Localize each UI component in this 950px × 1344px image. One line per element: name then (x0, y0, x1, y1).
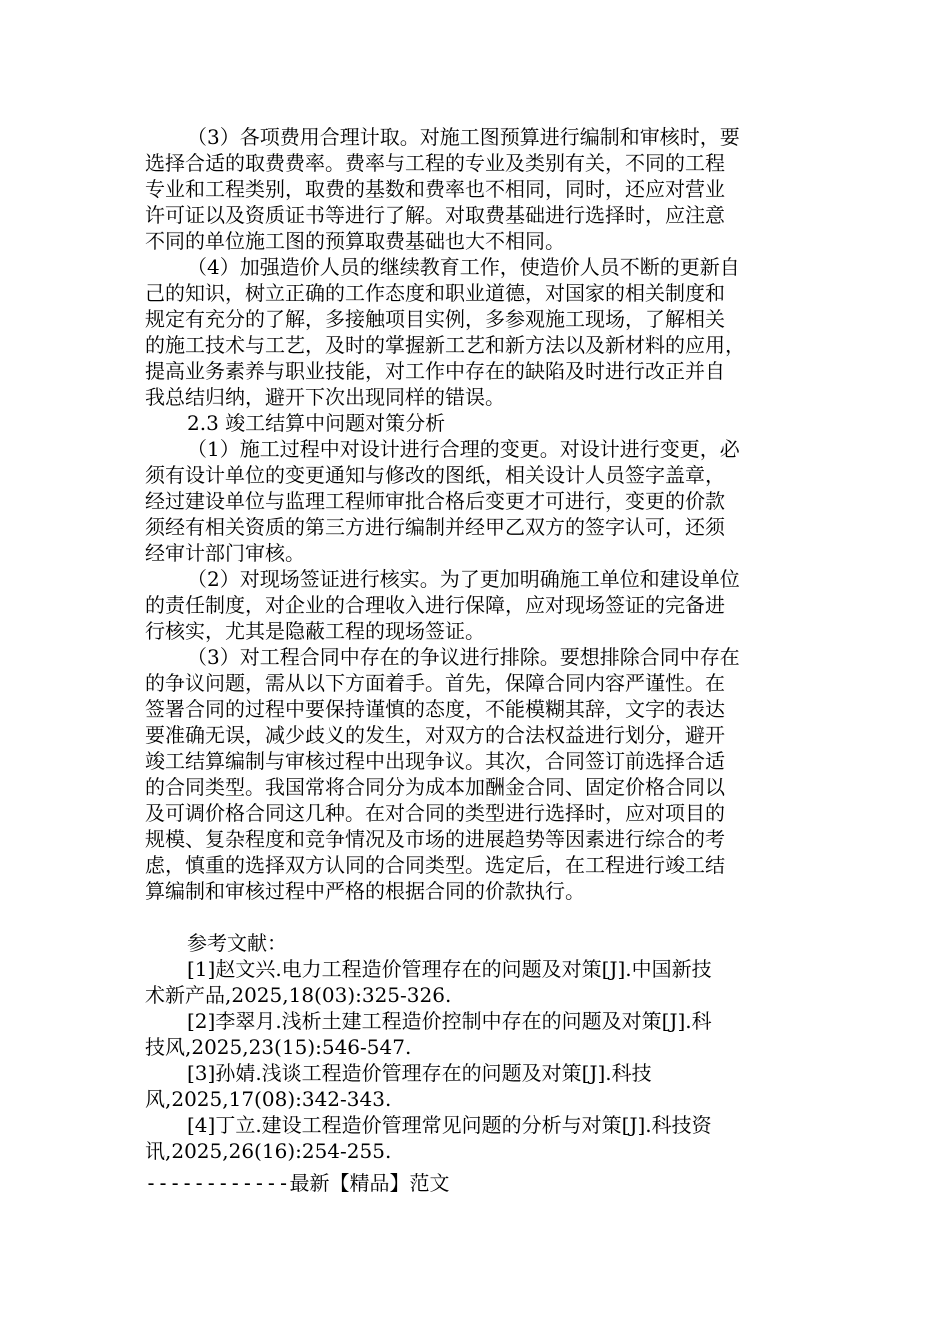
body-line: 要准确无误，减少歧义的发生，对双方的合法权益进行划分，避开 (145, 723, 725, 747)
body-line: （2）对现场签证进行核实。为了更加明确施工单位和建设单位 (187, 567, 740, 591)
body-line: 经审计部门审核。 (145, 541, 305, 565)
body-line: 提高业务素养与职业技能，对工作中存在的缺陷及时进行改正并自 (145, 359, 725, 383)
body-line: （3）对工程合同中存在的争议进行排除。要想排除合同中存在 (187, 645, 740, 669)
section-heading: 2.3 竣工结算中问题对策分析 (187, 411, 446, 435)
body-line: 选择合适的取费费率。费率与工程的专业及类别有关，不同的工程 (145, 151, 725, 175)
body-line: 专业和工程类别，取费的基数和费率也不相同，同时，还应对营业 (145, 177, 725, 201)
body-line: 规定有充分的了解，多接触项目实例，多参观施工现场，了解相关 (145, 307, 725, 331)
body-line: 经过建设单位与监理工程师审批合格后变更才可进行，变更的价款 (145, 489, 725, 513)
reference-line: [2]李翠月.浅析土建工程造价控制中存在的问题及对策[J].科 (187, 1009, 712, 1033)
body-line: 算编制和审核过程中严格的根据合同的价款执行。 (145, 879, 585, 903)
body-line: 及可调价格合同这几种。在对合同的类型进行选择时，应对项目的 (145, 801, 725, 825)
body-line: 竣工结算编制与审核过程中出现争议。其次，合同签订前选择合适 (145, 749, 725, 773)
body-line: 许可证以及资质证书等进行了解。对取费基础进行选择时，应注意 (145, 203, 725, 227)
body-line: 规模、复杂程度和竞争情况及市场的进展趋势等因素进行综合的考 (145, 827, 725, 851)
body-line: 的施工技术与工艺，及时的掌握新工艺和新方法以及新材料的应用， (145, 333, 745, 357)
body-line: 的合同类型。我国常将合同分为成本加酬金合同、固定价格合同以 (145, 775, 725, 799)
reference-line: 讯,2025,26(16):254-255. (145, 1139, 392, 1163)
body-line: 须经有相关资质的第三方进行编制并经甲乙双方的签字认可，还须 (145, 515, 725, 539)
references-heading: 参考文献： (187, 931, 287, 955)
body-line: 的责任制度，对企业的合理收入进行保障，应对现场签证的完备进 (145, 593, 725, 617)
reference-line: 技风,2025,23(15):546-547. (145, 1035, 412, 1059)
body-line: 己的知识，树立正确的工作态度和职业道德，对国家的相关制度和 (145, 281, 725, 305)
body-line: （1）施工过程中对设计进行合理的变更。对设计进行变更，必 (187, 437, 740, 461)
body-line: 行核实，尤其是隐蔽工程的现场签证。 (145, 619, 485, 643)
body-line: 不同的单位施工图的预算取费基础也大不相同。 (145, 229, 565, 253)
reference-line: [4]丁立.建设工程造价管理常见问题的分析与对策[J].科技资 (187, 1113, 712, 1137)
reference-line: [3]孙婧.浅谈工程造价管理存在的问题及对策[J].科技 (187, 1061, 652, 1085)
footer-text: ------------最新【精品】范文 (145, 1171, 450, 1195)
body-line: 签署合同的过程中要保持谨慎的态度，不能模糊其辞，文字的表达 (145, 697, 725, 721)
body-line: 须有设计单位的变更通知与修改的图纸，相关设计人员签字盖章， (145, 463, 725, 487)
body-line: 的争议问题，需从以下方面着手。首先，保障合同内容严谨性。在 (145, 671, 725, 695)
reference-line: 术新产品,2025,18(03):325-326. (145, 983, 452, 1007)
reference-line: [1]赵文兴.电力工程造价管理存在的问题及对策[J].中国新技 (187, 957, 712, 981)
body-line: （3）各项费用合理计取。对施工图预算进行编制和审核时，要 (187, 125, 740, 149)
reference-line: 风,2025,17(08):342-343. (145, 1087, 392, 1111)
body-line: 虑，慎重的选择双方认同的合同类型。选定后，在工程进行竣工结 (145, 853, 725, 877)
body-line: （4）加强造价人员的继续教育工作，使造价人员不断的更新自 (187, 255, 740, 279)
body-line: 我总结归纳，避开下次出现同样的错误。 (145, 385, 505, 409)
